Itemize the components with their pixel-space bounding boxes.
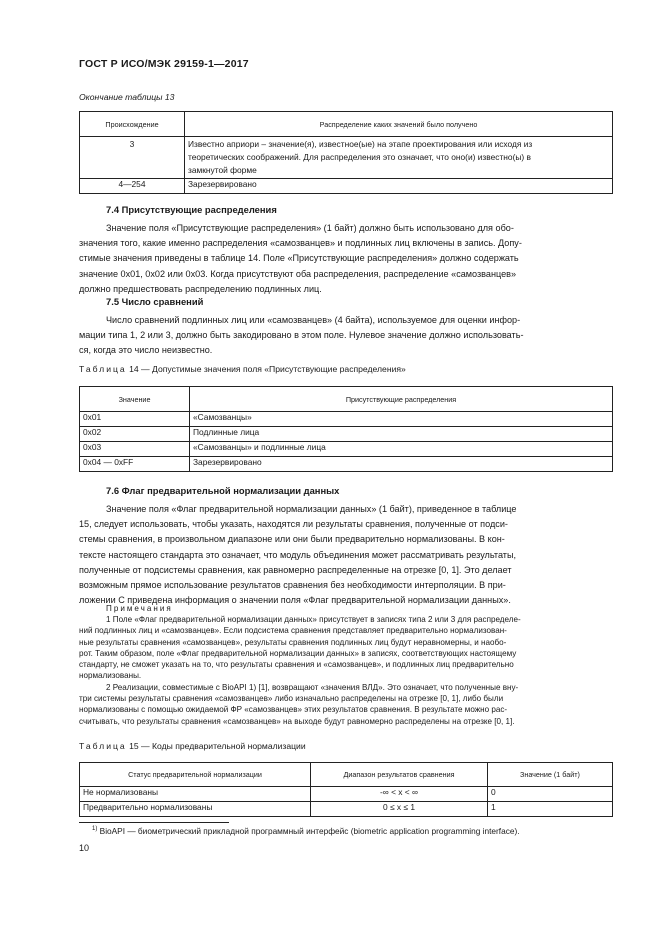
note-line: три системы результаты сравнения «самозванцев» либо изначально распределены на отрезке [0, 1], либо были [79, 694, 504, 704]
table13 [79, 111, 613, 194]
note-line: рот. Таким образом, поле «Флаг предварительной нормализации данных» в записях, соответствующих настоящему [79, 648, 517, 658]
table14-cell: 0x03 [80, 442, 190, 457]
text-line: Значение поля «Присутствующие распределения» (1 байт) должно быть использовано для обо- [106, 223, 514, 233]
table14-cell: «Самозванцы» [190, 412, 613, 427]
notes-text [79, 614, 613, 727]
table14-cell: Зарезервировано [190, 457, 613, 472]
table-row [80, 137, 613, 179]
table14-header-value: Значение [80, 387, 190, 412]
footnote-text: BioAPI — биометрический прикладной программный интерфейс (biometric application programming interface). [99, 826, 520, 836]
table15-header-range: Диапазон результатов сравнения [311, 763, 488, 787]
table14-cell: Подлинные лица [190, 427, 613, 442]
page-number: 10 [79, 843, 90, 853]
footnote-mark: 1) [92, 826, 98, 833]
section-7-5-heading: 7.5 Число сравнений [106, 296, 204, 307]
table-row [80, 802, 613, 817]
table13-caption: Окончание таблицы 13 [79, 92, 175, 102]
section-7-4-heading: 7.4 Присутствующие распределения [106, 204, 277, 215]
text-line: возможным прямое использование результатов сравнения без необходимости интерполяции. В при- [79, 580, 506, 591]
text-line: полученные от подсистемы сравнения, как равномерно распределенные на отрезке [0, 1]. Это делает [79, 564, 512, 575]
text-line: Значение поля «Флаг предварительной нормализации данных» (1 байт), приведенное в таблице [106, 504, 517, 514]
table14-caption-text: 14 — Допустимые значения поля «Присутствующие распределения» [129, 364, 406, 374]
text-line: мации типа 1, 2 или 3, должно быть закодировано в этом поле. Нулевое значение должно использовать- [79, 330, 524, 341]
text-line: должно предшествовать распределению подлинных лиц. [79, 283, 322, 294]
text-line: 15, следует использовать, чтобы указать, находятся ли результаты сравнения, полученные от подси- [79, 519, 508, 530]
table13-cell-code: 3 [80, 137, 185, 179]
notes-title: Примечания [106, 604, 173, 613]
table15-caption-label: Таблица [79, 741, 127, 751]
note-line: 1 Поле «Флаг предварительной нормализации данных» присутствует в записях типа 2 или 3 для распределе- [106, 615, 521, 624]
table15 [79, 762, 613, 817]
note-line: стандарту, не сможет указать на то, что результаты сравнения и «самозванцев», и подлинных лиц предварительно [79, 660, 514, 670]
section-7-5-text [79, 313, 613, 359]
footnote-rule [79, 822, 229, 823]
table15-header-status: Статус предварительной нормализации [80, 763, 311, 787]
note-line: 2 Реализации, совместимые с BioAPI 1) [1], возвращают «значения ВЛД». Это означает, что полученные вну- [106, 682, 519, 692]
table14-cell: «Самозванцы» и подлинные лица [190, 442, 613, 457]
table15-cell: -∞ < x < ∞ [311, 787, 488, 802]
table13-cell-code: 4—254 [80, 179, 185, 194]
table14-cell: 0x04 — 0xFF [80, 457, 190, 472]
table13-header-origin: Происхождение [80, 112, 185, 137]
footnote [92, 826, 520, 836]
table13-cell-text: Зарезервировано [185, 179, 613, 194]
text-line: Число сравнений подлинных лиц или «самозванцев» (4 байта), используемое для оценки инфор- [106, 315, 521, 325]
table-row [80, 787, 613, 802]
table15-cell: 0 ≤ x ≤ 1 [311, 802, 488, 817]
table15-header-value: Значение (1 байт) [488, 763, 613, 787]
table13-cell-text: замкнутой форме [188, 165, 257, 175]
text-line: значение 0x01, 0x02 или 0x03. Когда присутствуют оба распределения, распределение «самозванцев» [79, 268, 517, 279]
section-7-4-text [79, 221, 613, 297]
table14-caption-label: Таблица [79, 364, 127, 374]
note-line: нормализованы. [79, 671, 142, 681]
note-line: нормализованы с помощью ожидаемой ФР «самозванцев» этих результатов сравнения. В результате можно рас- [79, 705, 508, 715]
section-7-6-heading: 7.6 Флаг предварительной нормализации данных [106, 485, 340, 496]
table15-cell: 0 [488, 787, 613, 802]
table15-caption [79, 741, 306, 751]
table-row [80, 179, 613, 194]
section-7-6-text [79, 502, 613, 608]
table-row [80, 412, 613, 427]
table-row [80, 457, 613, 472]
table13-header-distribution: Распределение каких значений было получено [185, 112, 613, 137]
table13-cell-text: Известно априори – значение(я), известное(ые) на этапе проектирования или исходя из [188, 139, 533, 149]
table15-caption-text: 15 — Коды предварительной нормализации [129, 741, 306, 751]
text-line: стемы сравнения, в произвольном диапазоне или они были предварительно нормализованы. В кон- [79, 534, 505, 545]
table13-cell-text: теоретических соображений. Для распределения это означает, что оно(и) известно(ы) в [188, 152, 531, 162]
table14 [79, 386, 613, 472]
text-line: стимые значения приведены в таблице 14. Поле «Присутствующие распределения» должно содержать [79, 253, 519, 264]
document-header: ГОСТ Р ИСО/МЭК 29159-1—2017 [79, 58, 249, 70]
note-line: ные результаты сравнения «самозванцев», результаты сравнения подлинных лиц будут неравномерны, и наобо- [79, 637, 507, 647]
note-line: считывать, что результаты сравнения «самозванцев» на выходе будут равномерно распределены на отрезке [0, 1]. [79, 716, 515, 726]
note-line: ний подлинных лиц и «самозванцев». Если подсистема сравнения представляет предварительно нормализован- [79, 626, 507, 636]
table14-cell: 0x01 [80, 412, 190, 427]
text-line: тексте настоящего стандарта это означает, что модуль объединения может рассматривать результаты, [79, 549, 517, 560]
table15-cell: 1 [488, 802, 613, 817]
table15-cell: Предварительно нормализованы [80, 802, 311, 817]
table-row [80, 427, 613, 442]
text-line: ложении С приведена информация о значении поля «Флаг предварительной нормализации данных». [79, 595, 511, 606]
table14-caption [79, 364, 406, 374]
table15-cell: Не нормализованы [80, 787, 311, 802]
text-line: значения того, какие именно распределения «самозванцев» и подлинных лиц включены в запись. Допу- [79, 238, 522, 249]
table-row [80, 442, 613, 457]
table14-header-distributions: Присутствующие распределения [190, 387, 613, 412]
table14-cell: 0x02 [80, 427, 190, 442]
text-line: ся, когда это число неизвестно. [79, 345, 213, 356]
